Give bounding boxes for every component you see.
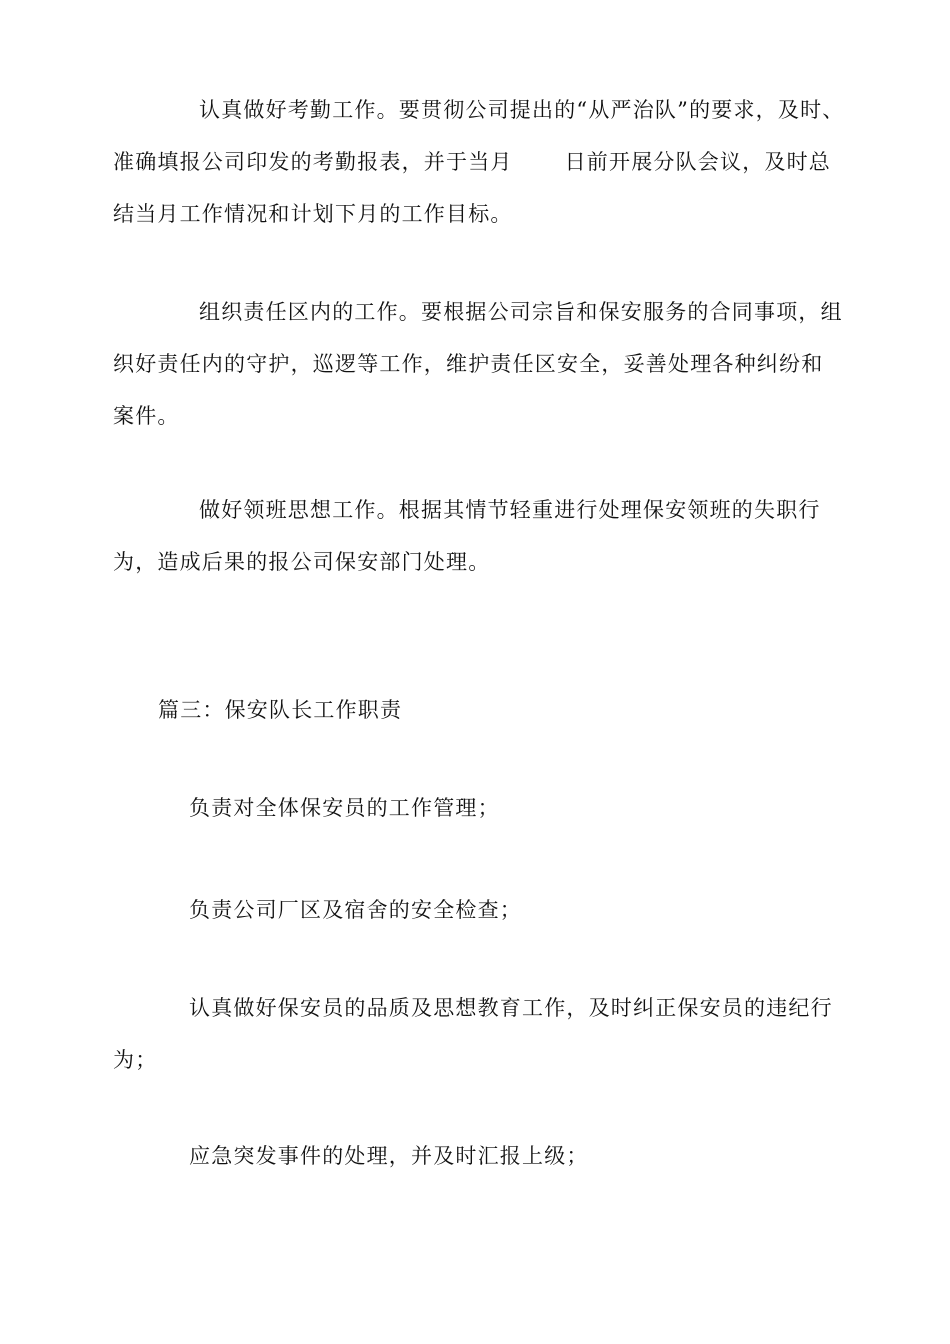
duty-item: [113, 982, 838, 1086]
paragraph-line: 做好领班思想工作。根据其情节轻重进行处理保安领班的失职行: [199, 498, 821, 522]
paragraph-line: 结当月工作情况和计划下月的工作目标。: [113, 202, 513, 226]
paragraph-line: 认真做好考勤工作。要贯彻公司提出的“从严治队”的要求，及时、: [199, 98, 845, 122]
paragraph-responsibility-area: [113, 286, 843, 442]
paragraph-line: 组织责任区内的工作。要根据公司宗旨和保安服务的合同事项，组: [199, 300, 843, 324]
paragraph-line: 案件。: [113, 404, 180, 428]
duty-line: 负责公司厂区及宿舍的安全检查；: [189, 898, 522, 922]
duty-item: [113, 1130, 838, 1182]
duty-item: [113, 884, 838, 936]
section-heading: 篇三：保安队长工作职责: [158, 698, 403, 722]
paragraph-line: 准确填报公司印发的考勤报表，并于当月: [113, 150, 513, 174]
paragraph-line: 日前开展分队会议，及时总: [564, 150, 832, 174]
duty-item: [113, 782, 838, 834]
paragraph-shift-leader: [113, 484, 838, 588]
paragraph-line: 织好责任内的守护，巡逻等工作，维护责任区安全，妥善处理各种纠纷和: [113, 352, 824, 376]
duty-line: 为；: [113, 1048, 158, 1072]
paragraph-attendance: [113, 84, 845, 240]
duty-line: 应急突发事件的处理，并及时汇报上级；: [189, 1144, 589, 1168]
paragraph-line: 为，造成后果的报公司保安部门处理。: [113, 550, 491, 574]
duty-line: 认真做好保安员的品质及思想教育工作，及时纠正保安员的违纪行: [189, 996, 833, 1020]
duty-line: 负责对全体保安员的工作管理；: [189, 796, 500, 820]
